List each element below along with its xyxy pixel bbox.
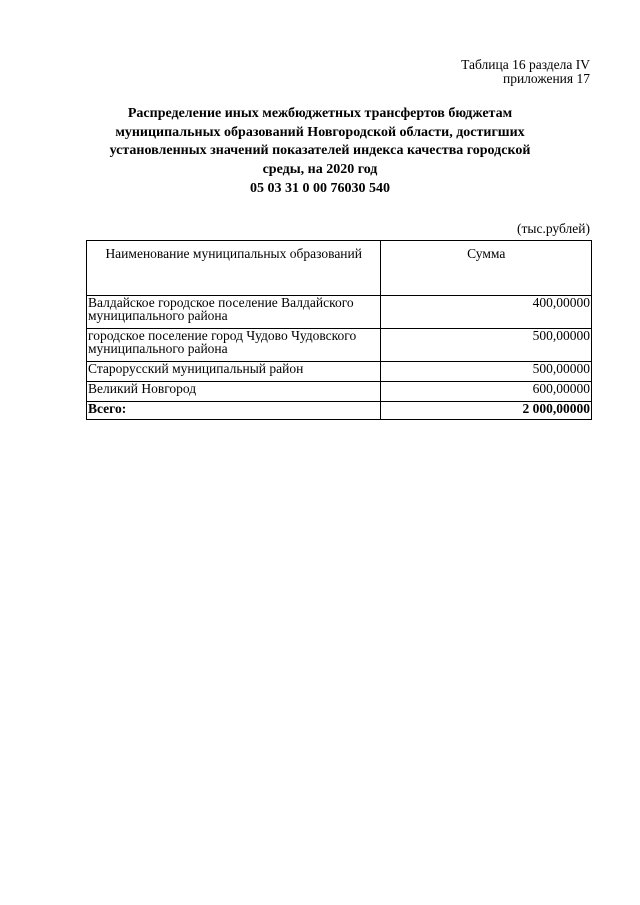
municipality-name: Валдайское городское поселение Валдайского муниципального района <box>87 296 381 329</box>
document-title: Распределение иных межбюджетных трансфертов бюджетам муниципальных образований Новгородской области, достигших установленных значений показателей индекса качества городской среды, на 2020 год <box>109 106 531 177</box>
table-header-row <box>87 241 592 296</box>
table-row <box>87 362 592 382</box>
amount-cell: 500,00000 <box>381 362 592 382</box>
table-reference <box>461 58 590 86</box>
appendix-number-line: приложения 17 <box>502 71 590 86</box>
table-number-line: Таблица 16 раздела IV <box>461 57 590 72</box>
table-row <box>87 329 592 362</box>
units-label: (тыс.рублей) <box>517 221 590 236</box>
amount-cell: 500,00000 <box>381 329 592 362</box>
municipality-name: Старорусский муниципальный район <box>87 362 381 382</box>
table-row <box>87 382 592 402</box>
total-label: Всего: <box>87 402 381 420</box>
municipality-name: Великий Новгород <box>87 382 381 402</box>
amount-cell: 400,00000 <box>381 296 592 329</box>
column-header-name: Наименование муниципальных образований <box>87 241 381 296</box>
total-row <box>87 402 592 420</box>
distribution-table <box>86 240 592 420</box>
table-row <box>87 296 592 329</box>
budget-classification-code: 05 03 31 0 00 76030 540 <box>250 181 390 196</box>
amount-cell: 600,00000 <box>381 382 592 402</box>
municipality-name: городское поселение город Чудово Чудовского муниципального района <box>87 329 381 362</box>
column-header-sum: Сумма <box>381 241 592 296</box>
total-amount: 2 000,00000 <box>381 402 592 420</box>
